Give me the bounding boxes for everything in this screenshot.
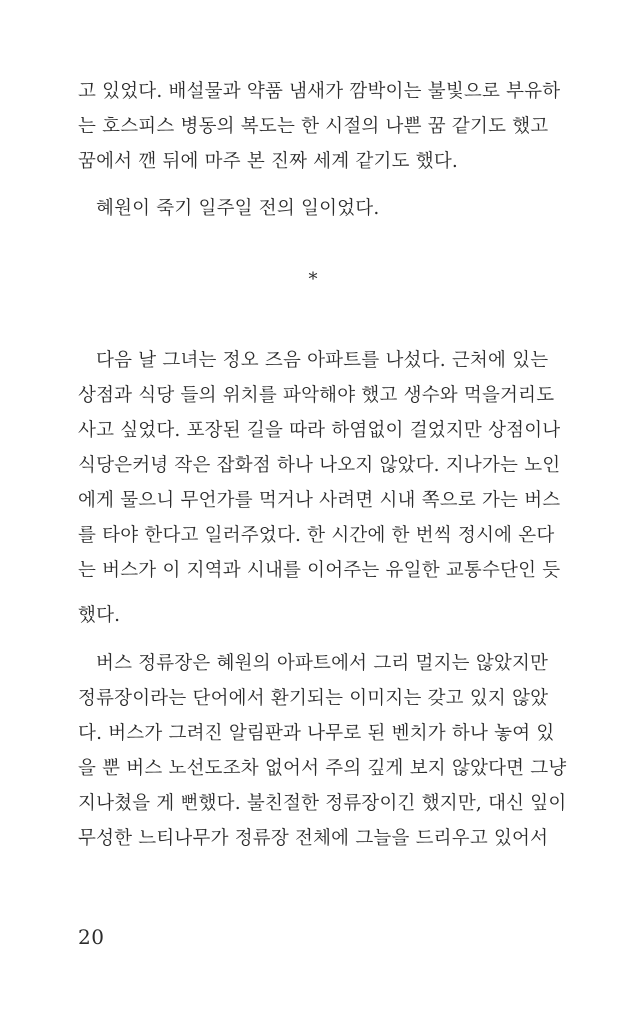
text-line: 다음 날 그녀는 정오 즈음 아파트를 나섰다. 근처에 있는 bbox=[96, 350, 549, 371]
section-break-mark: * bbox=[308, 269, 318, 290]
text-line: 고 있었다. 배설물과 약품 냄새가 깜박이는 불빛으로 부유하 bbox=[78, 81, 561, 102]
text-line: 사고 싶었다. 포장된 길을 따라 하염없이 걸었지만 상점이나 bbox=[78, 420, 561, 441]
text-line: 버스 정류장은 혜원의 아파트에서 그리 멀지는 않았지만 bbox=[96, 653, 549, 674]
text-line: 무성한 느티나무가 정류장 전체에 그늘을 드리우고 있어서 bbox=[78, 828, 549, 849]
text-line: 했다. bbox=[78, 605, 121, 626]
text-line: 는 버스가 이 지역과 시내를 이어주는 유일한 교통수단인 듯 bbox=[78, 560, 561, 581]
text-line: 혜원이 죽기 일주일 전의 일이었다. bbox=[96, 198, 380, 219]
text-line: 상점과 식당 들의 위치를 파악해야 했고 생수와 먹을거리도 bbox=[78, 385, 555, 406]
text-line: 을 뿐 버스 노선도조차 없어서 주의 깊게 보지 않았다면 그냥 bbox=[78, 758, 567, 779]
text-line: 를 타야 한다고 일러주었다. 한 시간에 한 번씩 정시에 온다 bbox=[78, 525, 555, 546]
text-line: 식당은커녕 작은 잡화점 하나 나오지 않았다. 지나가는 노인 bbox=[78, 455, 561, 476]
text-line: 지나쳤을 게 뻔했다. 불친절한 정류장이긴 했지만, 대신 잎이 bbox=[78, 793, 567, 814]
text-line: 꿈에서 깬 뒤에 마주 본 진짜 세계 같기도 했다. bbox=[78, 151, 459, 172]
page-number: 20 bbox=[78, 925, 105, 949]
text-line: 다. 버스가 그려진 알림판과 나무로 된 벤치가 하나 놓여 있 bbox=[78, 723, 555, 744]
text-line: 정류장이라는 단어에서 환기되는 이미지는 갖고 있지 않았 bbox=[78, 688, 549, 709]
text-line: 는 호스피스 병동의 복도는 한 시절의 나쁜 꿈 같기도 했고 bbox=[78, 116, 549, 137]
text-line: 에게 물으니 무언가를 먹거나 사려면 시내 쪽으로 가는 버스 bbox=[78, 490, 561, 511]
